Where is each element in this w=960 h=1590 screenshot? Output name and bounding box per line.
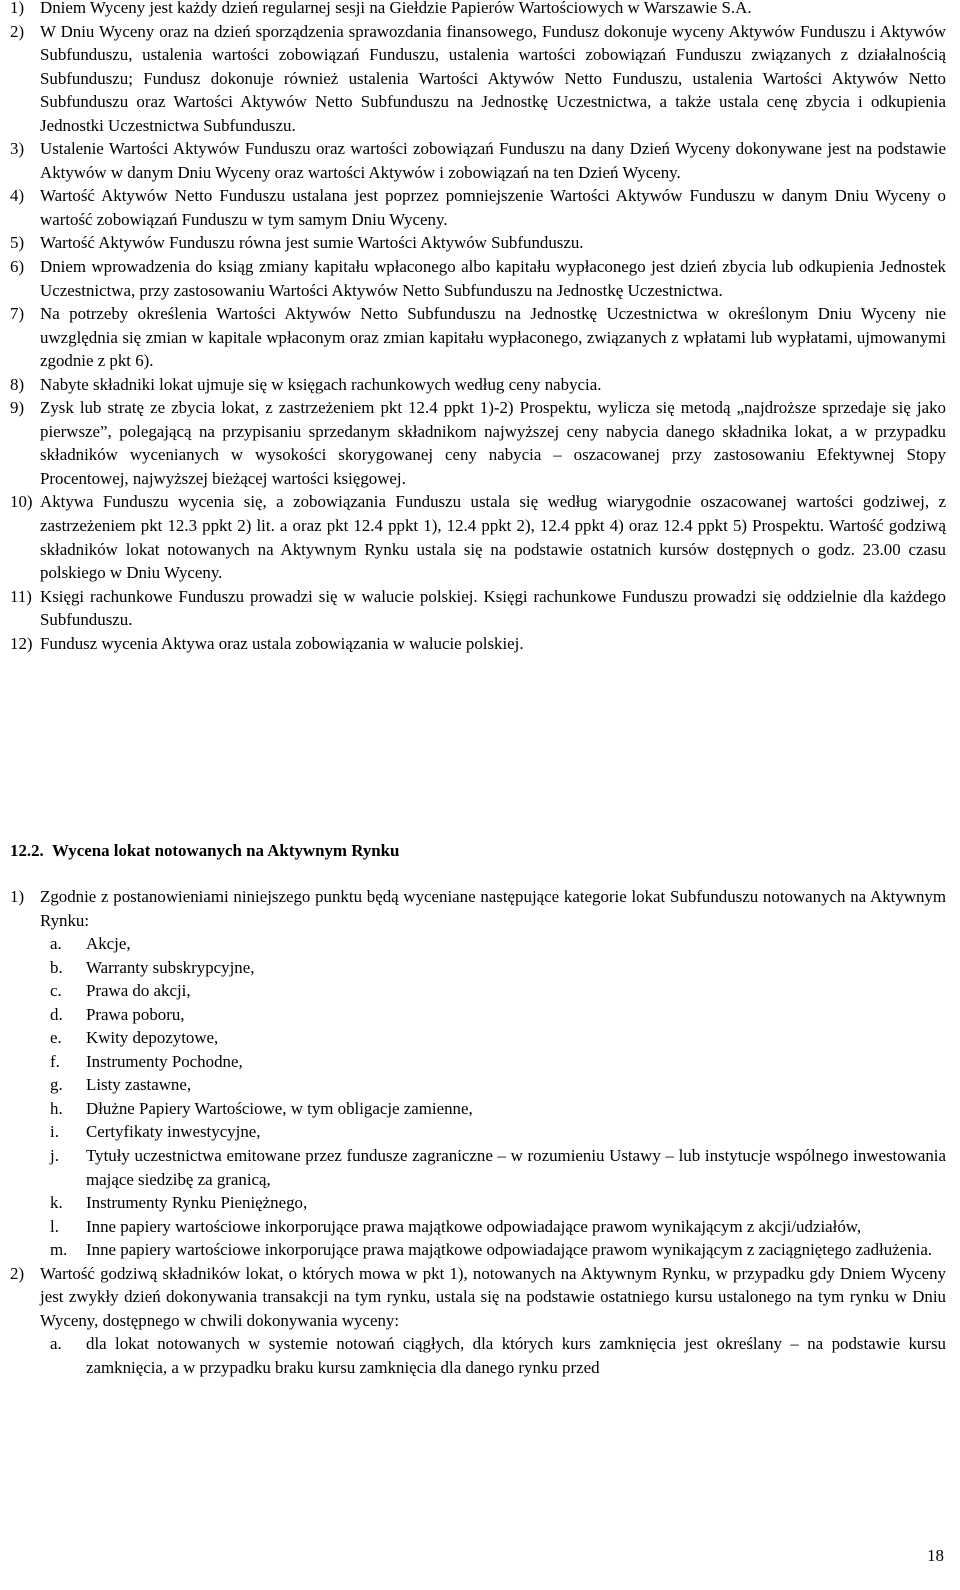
item-number: 4) (10, 186, 25, 206)
item-number: 10) (10, 492, 33, 512)
list-item (0, 373, 960, 397)
item-text: Wartość Aktywów Funduszu równa jest sumie Wartości Aktywów Subfunduszu. (40, 233, 584, 253)
sub-list-item (0, 932, 960, 956)
item-text: Księgi rachunkowe Funduszu prowadzi się w walucie polskiej. Księgi rachunkowe Funduszu prowadzi się oddzielnie dla każdego Subfunduszu. (40, 586, 946, 630)
item-text: Zysk lub stratę ze zbycia lokat, z zastrzeżeniem pkt 12.4 ppkt 1)-2) Prospektu, wylicza się metodą „najdroższe sprzedaje się jako pierwsze”, polegającą na przypisaniu sprzedanym składnikom najwyższej ceny nabycia danego składnika lokat, a w przypadku składników wycenianych w wysokości skorygowanej ceny nabycia – oszacowanej przy zastosowaniu Efektywnej Stopy Procentowej, najwyższej bieżącej wartości księgowej. (40, 398, 946, 488)
sub-item-letter: d. (50, 1004, 63, 1024)
sub-list-item (0, 1120, 960, 1144)
sub-list-item (0, 1026, 960, 1050)
section-heading (10, 839, 399, 863)
section-title: Wycena lokat notowanych na Aktywnym Rynku (52, 841, 400, 860)
item-number: 2) (10, 21, 25, 41)
item-text: Ustalenie Wartości Aktywów Funduszu oraz wartości zobowiązań Funduszu na dany Dzień Wyceny dokonywane jest na podstawie Aktywów w danym Dniu Wyceny oraz wartości Aktywów i zobowiązań na ten Dzień Wyceny. (40, 139, 946, 182)
item-text: Na potrzeby określenia Wartości Aktywów Netto Subfunduszu na Jednostkę Uczestnictwa w określonym Dniu Wyceny nie uwzględnia się zmian w kapitale wpłaconym oraz zmian kapitału wypłaconego, związanych z wpłatami lub wypłatami, ujmowanymi zgodnie z pkt 6). (40, 304, 946, 371)
item-number: 11) (10, 586, 32, 606)
item-number: 1) (10, 887, 25, 906)
item-number: 9) (10, 398, 25, 418)
sub-item-letter: a. (50, 934, 62, 954)
item-text: Fundusz wycenia Aktywa oraz ustala zobowiązania w walucie polskiej. (40, 633, 524, 653)
item-text: Dniem Wyceny jest każdy dzień regularnej sesji na Giełdzie Papierów Wartościowych w Warszawie S.A. (40, 0, 752, 17)
sub-list-item (0, 1332, 960, 1379)
sub-list-item (0, 1050, 960, 1074)
list-item (0, 396, 960, 490)
sub-item-text: Instrumenty Rynku Pieniężnego, (86, 1193, 308, 1213)
sub-item-text: Instrumenty Pochodne, (86, 1051, 243, 1071)
item-number: 6) (10, 257, 25, 277)
list-item (0, 0, 960, 20)
list-item (0, 490, 960, 584)
list-item (0, 184, 960, 231)
sub-list-item (0, 1097, 960, 1121)
list-item (0, 632, 960, 656)
item-number: 8) (10, 374, 25, 394)
item-text: Wartość Aktywów Netto Funduszu ustalana jest poprzez pomniejszenie Wartości Aktywów Funduszu w danym Dniu Wyceny o wartość zobowiązań Funduszu w tym samym Dniu Wyceny. (40, 186, 946, 229)
sub-item-letter: c. (50, 981, 62, 1001)
sub-item-text: Dłużne Papiery Wartościowe, w tym obligacje zamienne, (86, 1098, 473, 1118)
sub-list-item (0, 1191, 960, 1215)
item-text: W Dniu Wyceny oraz na dzień sporządzenia sprawozdania finansowego, Fundusz dokonuje wyceny Aktywów Funduszu i Aktywów Subfunduszu, ustalenia wartości zobowiązań Funduszu, ustalenia wartości zobowiązań Funduszu związanych z działalnością Subfunduszu; Fundusz dokonuje również ustalenia Wartości Aktywów Netto Funduszu, ustalenia Wartości Aktywów Netto Subfunduszu oraz Wartości Aktywów Netto Subfunduszu na Jednostkę Uczestnictwa, a także ustala cenę zbycia i odkupienia Jednostki Uczestnictwa Subfunduszu. (40, 21, 946, 135)
list-item (0, 255, 960, 302)
sub-item-letter: j. (50, 1146, 59, 1166)
page-number: 18 (927, 1546, 944, 1565)
sub-list-item (0, 1238, 960, 1262)
sub-item-letter: f. (50, 1051, 60, 1071)
sub-list-item (0, 956, 960, 980)
sub-item-text: Inne papiery wartościowe inkorporujące prawa majątkowe odpowiadające prawom wynikającym z zaciągniętego zadłużenia. (86, 1240, 933, 1260)
sub-list-item (0, 1073, 960, 1097)
sub-item-text: Listy zastawne, (86, 1075, 192, 1095)
item-number: 2) (10, 1263, 25, 1283)
list-item (0, 20, 960, 138)
item-text: Nabyte składniki lokat ujmuje się w księgach rachunkowych według ceny nabycia. (40, 374, 602, 394)
item-text: Wartość godziwą składników lokat, o których mowa w pkt 1), notowanych na Aktywnym Rynku, w przypadku gdy Dniem Wyceny jest zwykły dzień dokonywania transakcji na tym rynku, ustala się na podstawie ostatniego kursu ustalonego na tym rynku w Dniu Wyceny, dostępnego w chwili dokonywania wyceny: (40, 1263, 946, 1330)
list-item (0, 231, 960, 255)
sub-item-letter: i. (50, 1122, 59, 1142)
market-valuation-list (0, 885, 960, 1379)
sub-item-text: Certyfikaty inwestycyjne, (86, 1122, 261, 1142)
item-number: 1) (10, 0, 25, 17)
sub-item-text: Warranty subskrypcyjne, (86, 957, 255, 977)
sub-item-letter: m. (50, 1240, 68, 1260)
item-text: Dniem wprowadzenia do ksiąg zmiany kapitału wpłaconego albo kapitału wypłaconego jest dzień zbycia lub odkupienia Jednostek Uczestnictwa, przy zastosowaniu Wartości Aktywów Netto Subfunduszu na Jednostkę Uczestnictwa. (40, 257, 946, 300)
sub-item-letter: h. (50, 1098, 63, 1118)
sub-list-item (0, 1144, 960, 1191)
sub-item-text: Inne papiery wartościowe inkorporujące prawa majątkowe odpowiadające prawom wynikającym z akcji/udziałów, (86, 1216, 862, 1236)
list-item (0, 885, 960, 932)
sub-item-letter: k. (50, 1193, 63, 1213)
sub-list-item (0, 1003, 960, 1027)
item-number: 5) (10, 233, 25, 253)
item-number: 3) (10, 139, 25, 159)
item-text: Zgodnie z postanowieniami niniejszego punktu będą wyceniane następujące kategorie lokat Subfunduszu notowanych na Aktywnym Rynku: (40, 887, 946, 930)
sub-item-text: Kwity depozytowe, (86, 1028, 219, 1048)
item-text: Aktywa Funduszu wycenia się, a zobowiązania Funduszu ustala się według wiarygodnie oszacowanej wartości godziwej, z zastrzeżeniem pkt 12.3 ppkt 2) lit. a oraz pkt 12.4 ppkt 1), 12.4 ppkt 2), 12.4 ppkt 4) oraz 12.4 ppkt 5) Prospektu. Wartość godziwą składników lokat notowanych na Aktywnym Rynku ustala się na podstawie ostatnich kursów dostępnych o godz. 23.00 czasu polskiego w Dniu Wyceny. (40, 492, 946, 583)
sub-item-letter: a. (50, 1334, 62, 1354)
sub-item-text: dla lokat notowanych w systemie notowań ciągłych, dla których kurs zamknięcia jest określany – na podstawie kursu zamknięcia, a w przypadku braku kursu zamknięcia dla danego rynku przed (86, 1334, 946, 1377)
sub-item-letter: l. (50, 1216, 59, 1236)
sub-item-letter: g. (50, 1075, 63, 1095)
sub-item-letter: e. (50, 1028, 62, 1048)
sub-item-letter: b. (50, 957, 63, 977)
sub-item-text: Prawa poboru, (86, 1004, 185, 1024)
sub-list-item (0, 1215, 960, 1239)
item-number: 12) (10, 633, 33, 653)
list-item (0, 302, 960, 373)
section-number: 12.2. (10, 841, 44, 860)
list-item (0, 137, 960, 184)
sub-item-text: Akcje, (86, 934, 131, 954)
item-number: 7) (10, 304, 25, 324)
list-item (0, 1262, 960, 1333)
valuation-rules-list (0, 0, 960, 655)
sub-item-text: Tytuły uczestnictwa emitowane przez fundusze zagraniczne – w rozumieniu Ustawy – lub instytucje wspólnego inwestowania mające siedzibę za granicą, (86, 1146, 946, 1189)
list-item (0, 585, 960, 632)
sub-item-text: Prawa do akcji, (86, 981, 191, 1001)
sub-list-item (0, 979, 960, 1003)
